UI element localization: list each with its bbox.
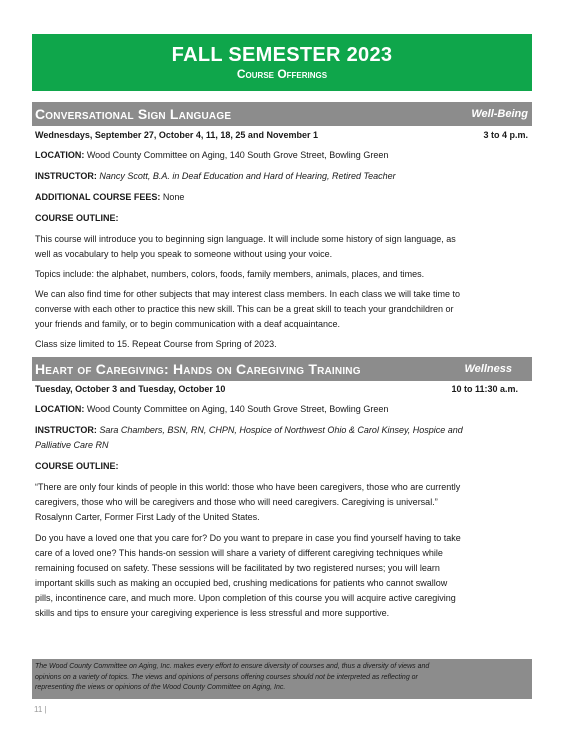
course-dates: Wednesdays, September 27, October 4, 11, 18, 25 and November 1 — [35, 130, 318, 140]
course-time: 3 to 4 p.m. — [483, 130, 528, 140]
description-paragraph: Do you have a loved one that you care for? Do you want to prepare in case you find yourself having to take care of a loved one? This hands-on session will share a variety of different caregiving techniques while remaining focused on safety. These sessions will be facilitated by two registered nurses; you will learn important skills such as making an occupied bed, crushing medications for patients who cannot swallow pills, incontinence care, and much more. Upon completion of this course you will acquire active caregiving skills and tips to ensure your caregiving experience is less stressful and more supportive. — [35, 533, 461, 618]
section-header-sign-language — [32, 102, 532, 126]
course-schedule — [32, 384, 532, 394]
course-dates: Tuesday, October 3 and Tuesday, October 10 — [35, 384, 226, 394]
quote-paragraph: “There are only four kinds of people in this world: those who have been caregivers, those who are currently caregivers, those who will be caregivers and those who will need caregivers. Caregiving is universal.” Rosalynn Carter, Former First Lady of the United States. — [35, 482, 461, 522]
fees-line: ADDITIONAL COURSE FEES: None — [35, 192, 185, 202]
class-size-note: Class size limited to 15. Repeat Course from Spring of 2023. — [35, 339, 277, 349]
semester-banner — [32, 34, 532, 91]
instructor-line: INSTRUCTOR: Nancy Scott, B.A. in Deaf Education and Hard of Hearing, Retired Teacher — [35, 171, 396, 181]
page-number: 11 | — [34, 705, 47, 714]
section-category: Well-Being — [471, 108, 528, 120]
page-content — [32, 34, 532, 621]
section-title: Conversational Sign Language — [35, 106, 232, 122]
outline-label: COURSE OUTLINE: — [35, 461, 119, 471]
location-line: LOCATION: Wood County Committee on Aging, 140 South Grove Street, Bowling Green — [35, 404, 389, 414]
semester-subtitle: Course Offerings — [236, 66, 328, 81]
description-paragraph: This course will introduce you to beginning sign language. It will include some history of sign language, as well as vocabulary to help you speak to someone without using your voice. — [35, 234, 456, 259]
section-title: Heart of Caregiving: Hands on Caregiving Training — [35, 361, 361, 377]
topics-paragraph: Topics include: the alphabet, numbers, colors, foods, family members, animals, places, and times. — [35, 269, 425, 279]
practice-paragraph: We can also find time for other subjects that may interest class members. In each class we will take time to converse with each other to practice this new skill. This can be a great skill to teach your grandchildren or your friends and family, or to begin communication with a deaf acquaintance. — [35, 289, 461, 329]
disclaimer-line: representing the views or opinions of the Wood County Committee on Aging, Inc. — [35, 684, 286, 691]
disclaimer-line: The Wood County Committee on Aging, Inc. makes every effort to ensure diversity of courses and, thus a diversity of views and — [35, 663, 430, 670]
course-time: 10 to 11:30 a.m. — [451, 384, 518, 394]
section-header-caregiving — [32, 357, 532, 381]
section-category: Wellness — [464, 363, 512, 375]
disclaimer-line: opinions on a variety of topics. The views and opinions of persons offering courses should not be interpreted as reflecting or — [35, 673, 418, 681]
instructor-line: INSTRUCTOR: Sara Chambers, BSN, RN, CHPN, Hospice of Northwest Ohio & Carol Kinsey, Hospice and Palliative Care RN — [35, 425, 463, 450]
outline-label: COURSE OUTLINE: — [35, 213, 119, 223]
disclaimer-box — [32, 659, 532, 699]
semester-title: FALL SEMESTER 2023 — [171, 43, 393, 66]
course-schedule — [32, 130, 532, 140]
location-line: LOCATION: Wood County Committee on Aging, 140 South Grove Street, Bowling Green — [35, 150, 389, 160]
